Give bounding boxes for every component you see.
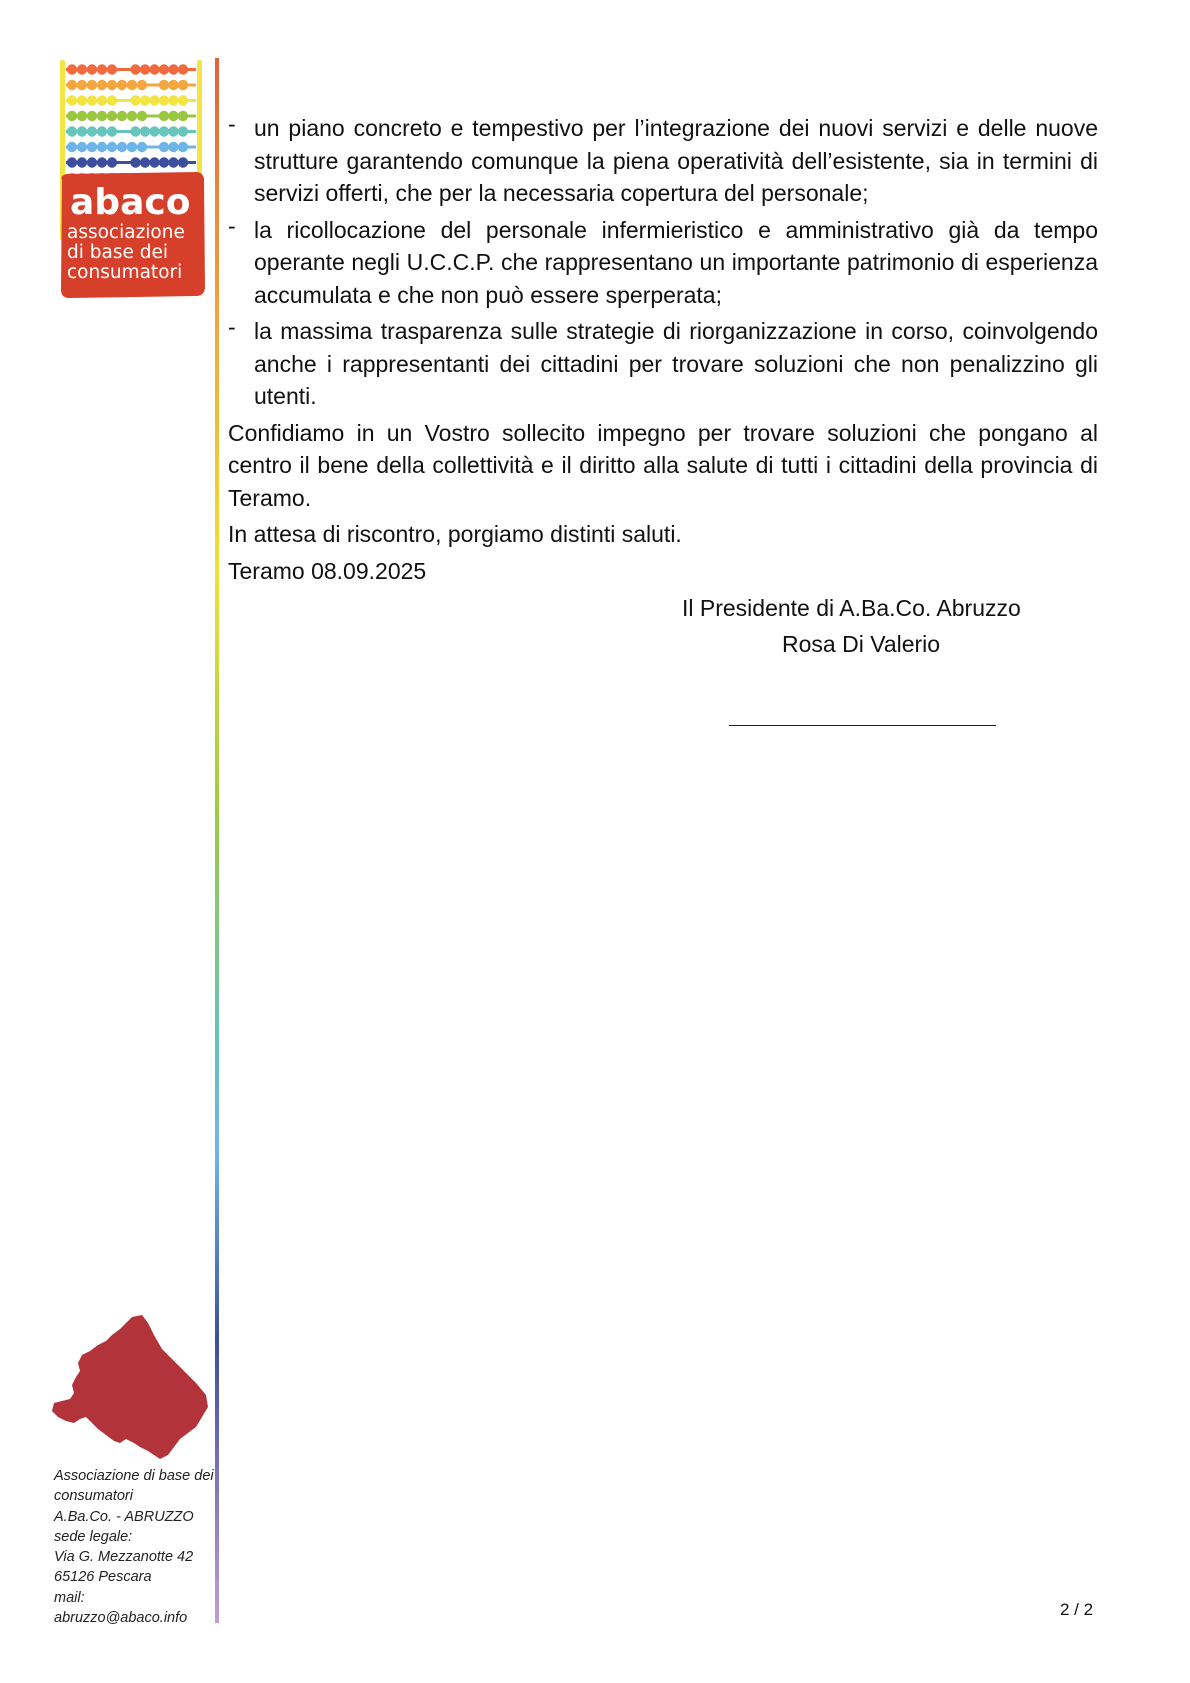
abacus-bead [97, 64, 107, 74]
abacus-bead [149, 95, 159, 105]
signature-block [640, 590, 1080, 662]
abacus-bead [159, 80, 169, 90]
abacus-bead [67, 157, 77, 167]
abacus-bead [149, 64, 159, 74]
abacus-bead [87, 64, 97, 74]
abacus-bead [178, 95, 188, 105]
place-date: Teramo 08.09.2025 [228, 557, 427, 584]
rainbow-divider [215, 58, 219, 1623]
abacus-bead [178, 64, 188, 74]
logo-line-1: associazione [67, 222, 185, 243]
abacus-bead [77, 157, 87, 167]
abacus-bead [107, 95, 117, 105]
abacus-bead [130, 64, 140, 74]
abacus-bead [137, 142, 147, 152]
abacus-bead [168, 95, 178, 105]
abacus-beads [66, 64, 196, 183]
abacus-bead [117, 142, 127, 152]
abacus-bead [127, 80, 137, 90]
abacus-bead [117, 111, 127, 121]
abruzzo-region-shape [52, 1315, 208, 1459]
abacus-bead [87, 80, 97, 90]
abacus-bead [149, 126, 159, 136]
abacus-bead [140, 64, 150, 74]
abacus-bead [97, 95, 107, 105]
abacus-bead [159, 126, 169, 136]
abacus-bead [107, 126, 117, 136]
abacus-bead [67, 80, 77, 90]
abacus-bead [178, 126, 188, 136]
abacus-bead [97, 126, 107, 136]
abacus-bead [178, 111, 188, 121]
abacus-bead [87, 157, 97, 167]
letter-body [228, 112, 1098, 591]
abacus-bead [97, 157, 107, 167]
abacus-bead [87, 126, 97, 136]
abacus-bead [140, 126, 150, 136]
footer-line: A.Ba.Co. - ABRUZZO [54, 1508, 194, 1525]
abacus-bead [159, 157, 169, 167]
abacus-bead [168, 126, 178, 136]
abacus-bead [87, 142, 97, 152]
abacus-bead [97, 111, 107, 121]
footer-email: abruzzo@abaco.info [54, 1610, 188, 1627]
abacus-bead [178, 142, 188, 152]
abacus-bead [159, 111, 169, 121]
bullet-item [228, 112, 1098, 210]
bullet-text: la ricollocazione del personale infermieristico e amministrativo già da tempo operante negli U.C.C.P. che rappresentano un importante patrimonio di esperienza accumulata e che non può essere sperperata; [254, 216, 1098, 308]
abacus-bead [97, 142, 107, 152]
abacus-bead [137, 111, 147, 121]
footer-line: Associazione di base dei [54, 1468, 214, 1484]
abacus-bead [127, 111, 137, 121]
abacus-bead [149, 157, 159, 167]
abacus-bead [137, 80, 147, 90]
abacus-bead [159, 95, 169, 105]
abacus-bead [168, 80, 178, 90]
abacus-bead [168, 111, 178, 121]
abacus-bead [107, 111, 117, 121]
bullet-item [228, 214, 1098, 312]
abacus-bead [77, 64, 87, 74]
abacus-bead [117, 80, 127, 90]
signature-line [729, 725, 996, 726]
abacus-bead [178, 80, 188, 90]
footer-line: consumatori [54, 1488, 133, 1505]
abacus-bead [77, 142, 87, 152]
abacus-bead [140, 95, 150, 105]
abacus-bead [159, 142, 169, 152]
abacus-bead [77, 80, 87, 90]
bullet-text: la massima trasparenza sulle strategie di riorganizzazione in corso, coinvolgendo anche i rappresentanti dei cittadini per trovare soluzioni che non penalizzino gli utenti. [254, 318, 1098, 409]
bullet-item [228, 315, 1098, 413]
logo-line-3: consumatori [67, 262, 183, 283]
abacus-bead [140, 157, 150, 167]
page-number: 2 / 2 [1060, 1600, 1094, 1619]
signature-title: Il Presidente di A.Ba.Co. Abruzzo [682, 595, 1021, 621]
abacus-bead [130, 95, 140, 105]
abacus-bead [67, 111, 77, 121]
abacus-bead [168, 64, 178, 74]
abacus-bead [107, 80, 117, 90]
abacus-bead [87, 95, 97, 105]
abacus-bead [67, 126, 77, 136]
abacus-bead [77, 111, 87, 121]
bullet-text: un piano concreto e tempestivo per l’integrazione dei nuovi servizi e delle nuove strutture garantendo comunque la piena operatività dell’esistente, sia in termini di servizi offerti, che per la necessaria copertura del personale; [254, 115, 1098, 206]
dash-marker: - [228, 314, 236, 340]
abacus-bead [178, 157, 188, 167]
abacus-bead [77, 126, 87, 136]
closing-greeting: In attesa di riscontro, porgiamo distinti saluti. [228, 521, 682, 547]
abacus-bead [107, 64, 117, 74]
abacus-bead [127, 142, 137, 152]
abacus-bead [168, 142, 178, 152]
footer-line: sede legale: [54, 1528, 133, 1545]
dash-marker: - [228, 212, 236, 239]
footer-address [54, 1466, 214, 1628]
footer-line: Via G. Mezzanotte 42 [54, 1549, 194, 1566]
abacus-bead [67, 142, 77, 152]
abacus-bead [97, 80, 107, 90]
abacus-bead [159, 64, 169, 74]
signature-name: Rosa Di Valerio [782, 631, 941, 657]
logo-word: abaco [70, 182, 191, 223]
abacus-bead [87, 111, 97, 121]
footer-line: mail: [54, 1589, 85, 1606]
dash-marker: - [228, 111, 236, 137]
abacus-bead [130, 157, 140, 167]
abacus-bead [107, 142, 117, 152]
abaco-logo [58, 58, 208, 298]
abacus-bead [107, 157, 117, 167]
abacus-bead [77, 95, 87, 105]
abruzzo-map-icon [50, 1315, 210, 1460]
logo-line-2: di base dei [67, 242, 169, 263]
abacus-bead [168, 157, 178, 167]
abacus-bead [67, 95, 77, 105]
abacus-bead [67, 64, 77, 74]
footer-line: 65126 Pescara [54, 1569, 152, 1586]
abacus-bead [130, 126, 140, 136]
closing-paragraph: Confidiamo in un Vostro sollecito impegno per trovare soluzioni che pongano al centro il bene della collettività e il diritto alla salute di tutti i cittadini della provincia di Teramo. [228, 419, 1098, 511]
